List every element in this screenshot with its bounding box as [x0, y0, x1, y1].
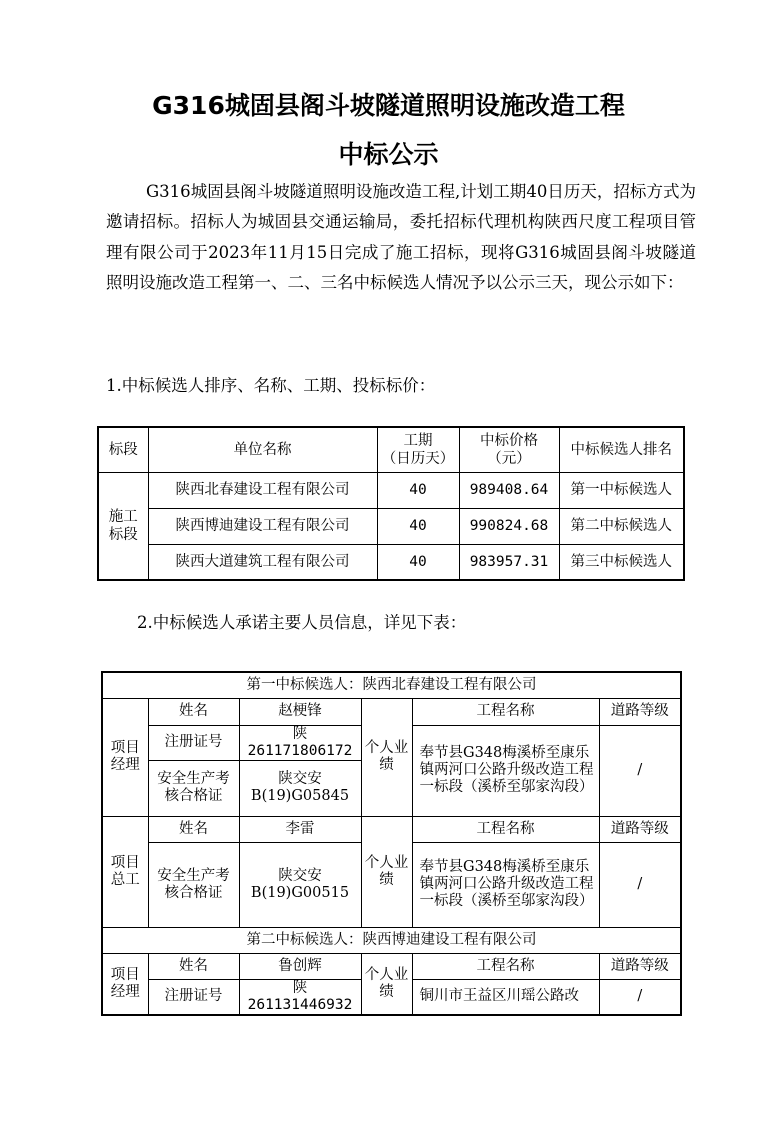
personal-perf-label: 个人业绩 [361, 698, 412, 816]
road-grade-label: 道路等级 [599, 953, 681, 979]
road-grade-label: 道路等级 [599, 698, 681, 725]
safety-cert-label: 安全生产考核合格证 [148, 760, 239, 816]
table-row [102, 953, 681, 979]
te1-grade: / [599, 842, 681, 927]
table-row [102, 698, 681, 725]
header-cell: 中标价格 （元） [459, 427, 559, 472]
bid-ranking-table [97, 426, 685, 581]
project-name-label: 工程名称 [412, 698, 599, 725]
te1-safety-cert: 陕交安B(19)G00515 [239, 842, 361, 927]
pm1-name: 赵梗锋 [239, 698, 361, 725]
pm2-grade: / [599, 979, 681, 1015]
company-name: 陕西博迪建设工程有限公司 [148, 508, 377, 544]
candidate-rank: 第一中标候选人 [559, 472, 684, 508]
pm2-role: 项目经理 [102, 953, 148, 1015]
duration-days: 40 [377, 544, 459, 580]
duration-days: 40 [377, 472, 459, 508]
pm2-reg-no: 陕261131446932 [239, 979, 361, 1015]
pm1-grade: / [599, 725, 681, 816]
company-name: 陕西北春建设工程有限公司 [148, 472, 377, 508]
header-cell: 中标候选人排名 [559, 427, 684, 472]
personnel-table [101, 671, 682, 1016]
bid-price: 983957.31 [459, 544, 559, 580]
bid-price: 989408.64 [459, 472, 559, 508]
project-name-label: 工程名称 [412, 953, 599, 979]
header-cell: 工期 （日历天） [377, 427, 459, 472]
company-name: 陕西大道建筑工程有限公司 [148, 544, 377, 580]
duration-days: 40 [377, 508, 459, 544]
header-cell: 单位名称 [148, 427, 377, 472]
candidate-header-row [102, 672, 681, 698]
personal-perf-label: 个人业绩 [361, 953, 412, 1015]
name-label: 姓名 [148, 698, 239, 725]
name-label: 姓名 [148, 953, 239, 979]
te1-name: 李雷 [239, 816, 361, 842]
personal-perf-label: 个人业绩 [361, 816, 412, 927]
table-row [98, 472, 684, 508]
document-title: G316城固县阁斗坡隧道照明设施改造工程 [152, 91, 625, 120]
project-name-label: 工程名称 [412, 816, 599, 842]
bid-price: 990824.68 [459, 508, 559, 544]
candidate-header-row [102, 927, 681, 953]
candidate-rank: 第二中标候选人 [559, 508, 684, 544]
safety-cert-label: 安全生产考核合格证 [148, 842, 239, 927]
candidate-rank: 第三中标候选人 [559, 544, 684, 580]
table-row [98, 544, 684, 580]
te1-role: 项目总工 [102, 816, 148, 927]
document-subtitle: 中标公示 [338, 140, 439, 169]
road-grade-label: 道路等级 [599, 816, 681, 842]
section-heading-2: 2.中标候选人承诺主要人员信息，详见下表： [137, 613, 467, 632]
pm1-reg-no: 陕261171806172 [239, 725, 361, 760]
pm1-project: 奉节县G348梅溪桥至康乐镇两河口公路升级改造工程一标段（溪桥至邬家沟段） [412, 725, 599, 816]
section-label: 施工 标段 [98, 472, 148, 580]
pm2-name: 鲁创辉 [239, 953, 361, 979]
intro-paragraph [106, 177, 696, 299]
name-label: 姓名 [148, 816, 239, 842]
table-row [98, 508, 684, 544]
pm2-project: 铜川市王益区川瑶公路改 [412, 979, 599, 1015]
pm1-safety-cert: 陕交安B(19)G05845 [239, 760, 361, 816]
reg-no-label: 注册证号 [148, 725, 239, 760]
reg-no-label: 注册证号 [148, 979, 239, 1015]
pm1-role: 项目经理 [102, 698, 148, 816]
te1-project: 奉节县G348梅溪桥至康乐镇两河口公路升级改造工程一标段（溪桥至邬家沟段） [412, 842, 599, 927]
candidate-1-header: 第一中标候选人：陕西北春建设工程有限公司 [102, 672, 681, 698]
table-row [102, 816, 681, 842]
header-cell: 标段 [98, 427, 148, 472]
section-heading-1: 1.中标候选人排序、名称、工期、投标标价： [106, 376, 436, 395]
candidate-2-header: 第二中标候选人：陕西博迪建设工程有限公司 [102, 927, 681, 953]
intro-text: G316城固县阁斗坡隧道照明设施改造工程,计划工期40日历天，招标方式为邀请招标。招标人为城固县交通运输局，委托招标代理机构陕西尺度工程项目管理有限公司于2023年11月15日完成了施工招标，现将G316城固县阁斗坡隧道照明设施改造工程第一、二、三名中标候选人情况予以公示三天，现公示如下： [106, 182, 696, 293]
table-header-row [98, 427, 684, 472]
